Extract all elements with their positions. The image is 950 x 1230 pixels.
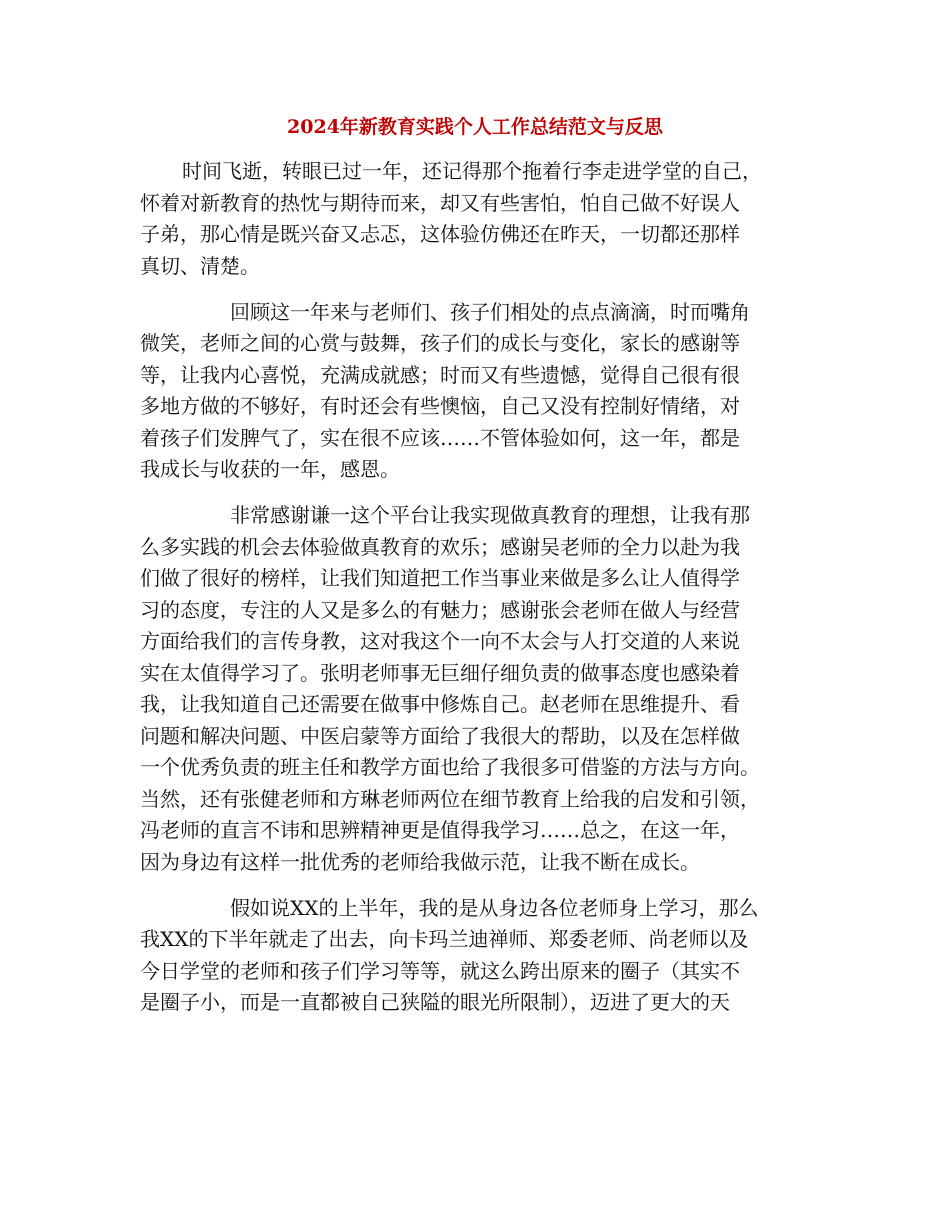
paragraph-4 bbox=[140, 893, 810, 1019]
paragraph-2 bbox=[140, 297, 810, 486]
text-line: 因为身边有这样一批优秀的老师给我做示范，让我不断在成长。 bbox=[140, 849, 700, 874]
text-line: 微笑，老师之间的心赏与鼓舞，孩子们的成长与变化，家长的感谢等 bbox=[140, 331, 740, 355]
text-line: 么多实践的机会去体验做真教育的欢乐；感谢吴老师的全力以赴为我 bbox=[140, 534, 740, 559]
text-line: 冯老师的直言不讳和思辨精神更是值得我学习……总之，在这一年， bbox=[140, 818, 740, 842]
text-line: 时间飞逝，转眼已过一年，还记得那个拖着行李走进学堂的自己， bbox=[182, 159, 762, 183]
text-line: 怀着对新教育的热忱与期待而来，却又有些害怕，怕自己做不好误人 bbox=[140, 190, 740, 215]
text-line: 今日学堂的老师和孩子们学习等等，就这么跨出原来的圈子（其实不 bbox=[140, 958, 740, 983]
text-line: 我XX的下半年就走了出去，向卡玛兰迪禅师、郑委老师、尚老师以及 bbox=[140, 927, 749, 951]
text-line: 当然，还有张健老师和方琳老师两位在细节教育上给我的启发和引领， bbox=[140, 786, 760, 811]
paragraph-3 bbox=[140, 500, 810, 878]
document-body bbox=[140, 156, 810, 1019]
document-title: 2024年新教育实践个人工作总结范文与反思 bbox=[287, 116, 663, 138]
text-line: 假如说XX的上半年，我的是从身边各位老师身上学习，那么 bbox=[230, 895, 759, 920]
text-line: 多地方做的不够好，有时还会有些懊恼，自己又没有控制好情绪，对 bbox=[140, 394, 740, 418]
text-line: 非常感谢谦一这个平台让我实现做真教育的理想，让我有那 bbox=[230, 503, 750, 527]
text-line: 是圈子小，而是一直都被自己狭隘的眼光所限制），迈进了更大的天 bbox=[140, 990, 730, 1014]
text-line: 们做了很好的榜样，让我们知道把工作当事业来做是多么让人值得学 bbox=[140, 566, 740, 590]
text-line: 实在太值得学习了。张明老师事无巨细仔细负责的做事态度也感染着 bbox=[140, 660, 740, 685]
text-line: 方面给我们的言传身教，这对我这个一向不太会与人打交道的人来说 bbox=[140, 629, 740, 653]
text-line: 问题和解决问题、中医启蒙等方面给了我很大的帮助，以及在怎样做 bbox=[140, 723, 740, 748]
text-line: 着孩子们发脾气了，实在很不应该……不管体验如何，这一年，都是 bbox=[140, 425, 740, 450]
text-line: 真切、清楚。 bbox=[140, 253, 260, 278]
text-line: 我，让我知道自己还需要在做事中修炼自己。赵老师在思维提升、看 bbox=[140, 692, 740, 716]
text-line: 等，让我内心喜悦，充满成就感；时而又有些遗憾，觉得自己很有很 bbox=[140, 362, 740, 387]
text-line: 回顾这一年来与老师们、孩子们相处的点点滴滴，时而嘴角 bbox=[230, 299, 750, 324]
paragraph-1 bbox=[140, 156, 810, 282]
text-line: 一个优秀负责的班主任和教学方面也给了我很多可借鉴的方法与方向。 bbox=[140, 755, 760, 779]
text-line: 习的态度，专注的人又是多么的有魅力；感谢张会老师在做人与经营 bbox=[140, 597, 740, 622]
text-line: 子弟，那心情是既兴奋又忐忑，这体验仿佛还在昨天，一切都还那样 bbox=[140, 222, 740, 246]
text-line: 我成长与收获的一年，感恩。 bbox=[140, 457, 400, 481]
